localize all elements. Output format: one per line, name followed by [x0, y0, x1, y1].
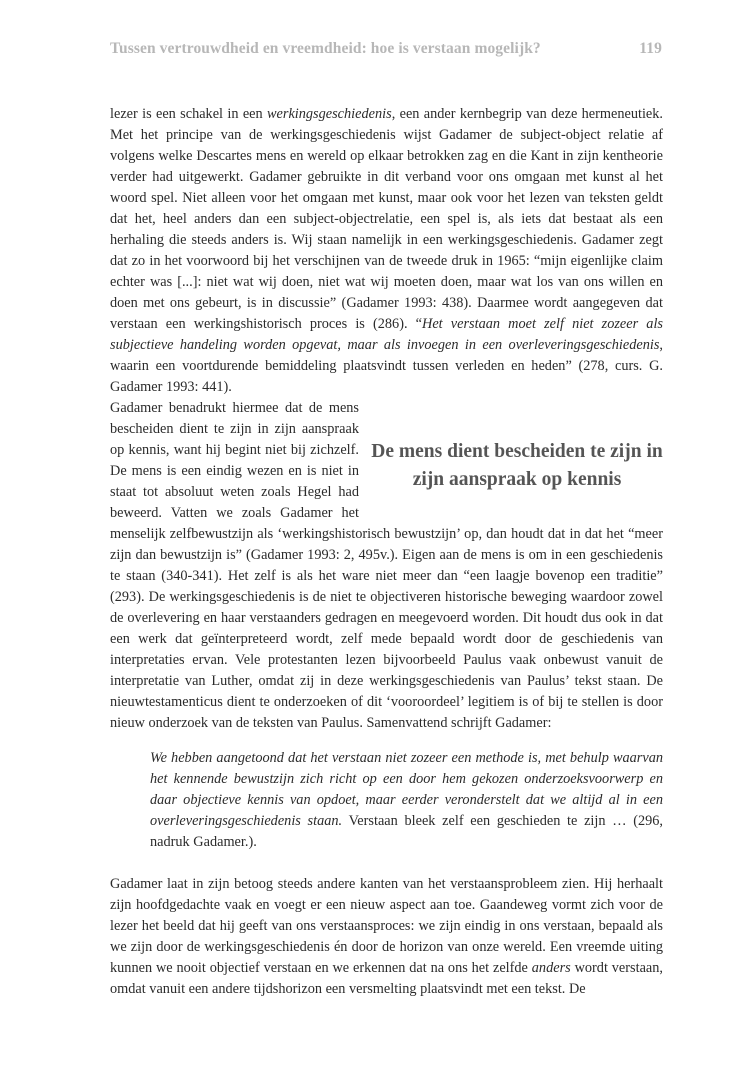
para3-text-b: wordt verstaan, omdat vanuit een andere tijdshorizon een versmelting plaatsvindt met een tekst. De — [110, 960, 663, 997]
page-number: 119 — [639, 40, 662, 57]
paragraph-2: Gadamer benadrukt hiermee dat de mens bescheiden dient te zijn in zijn aanspraak op kennis, want hij begint niet bij zichzelf. De mens is een eindig wezen en is niet in staat tot absoluut weten zoals Hegel had beweerd. Vatten we zoals Gadamer het menselijk zelfbewustzijn als ‘werkingshistorisch bewustzijn’ op, dan houdt dat in dat het “meer zijn dan bewustzijn is” (Gadamer 1993: 2, 495v.). Eigen aan de mens is om in een geschiedenis te staan (340-341). Het zelf is als het ware niet meer dan “een laagje bovenop een traditie” (293). De werkingsgeschiedenis is de niet te objectiveren historische beweging waardoor zowel de overlevering en haar verstaanders gedragen en meegevoerd worden. Dit houdt dus ook in dat een werk dat geïnterpreteerd wordt, zelf mede bepaald wordt door de geschiedenis van interpretaties ervan. Vele protestanten lezen bijvoorbeeld Paulus vaak onbewust vanuit de interpretatie van Luther, omdat zij in deze werkingsgeschiedenis van Paulus’ tekst staan. De nieuwtestamenticus dient te onderzoeken of dit ‘vooroordeel’ legitiem is of bij te stellen is door nieuw onderzoek van de teksten van Paulus. Samenvattend schrijft Gadamer: — [110, 400, 663, 731]
block-quote-roman: Verstaan bleek zelf een geschieden te zijn … (296, nadruk Gadamer.). — [150, 813, 663, 850]
para1-italic-b: Het verstaan moet zelf niet zozeer als subjectieve handeling worden opgevat, maar als invoegen in een overleveringsgeschiedenis — [110, 316, 663, 353]
running-header — [110, 40, 662, 62]
paragraph-1 — [110, 104, 663, 398]
para1-text-a: lezer is een schakel in een — [110, 106, 267, 122]
para1-text-c: , waarin een voortdurende bemiddeling plaatsvindt tussen verleden en heden” (278, curs. G. Gadamer 1993: 441). — [110, 337, 663, 395]
block-quote — [150, 748, 663, 853]
page-body — [110, 104, 663, 1000]
pull-quote: De mens dient bescheiden te zijn in zijn aanspraak op kennis — [371, 441, 663, 490]
para3-italic: anders — [531, 960, 571, 976]
running-title: Tussen vertrouwdheid en vreemdheid: hoe is verstaan mogelijk? — [110, 40, 541, 57]
para1-italic-a: werkingsgeschiedenis — [267, 106, 392, 122]
block-quote-italic: We hebben aangetoond dat het verstaan niet zozeer een methode is, met behulp waarvan het kennende bewustzijn zich richt op een door hem gekozen onderzoeksvoorwerp en daar objectieve kennis van opdoet, maar eerder veronderstelt dat we altijd al in een overleveringsgeschiedenis staan. — [150, 750, 663, 829]
para3-text-a: Gadamer laat in zijn betoog steeds andere kanten van het verstaansprobleem zien. Hij herhaalt zijn hoofdgedachte vaak en voegt er een nieuw aspect aan toe. Gaandeweg vormt zich voor de lezer het beeld dat hij geeft van ons verstaansproces: we zijn eindig in ons verstaan, bepaald als we zijn door de werkingsgeschiedenis én door de horizon van onze wereld. Een vreemde uiting kunnen we nooit objectief verstaan en we erkennen dat na ons het zelfde — [110, 876, 663, 976]
paragraph-3 — [110, 874, 663, 1000]
para1-text-b: , een ander kernbegrip van deze hermeneutiek. Met het principe van de werkingsgeschiedenis wijst Gadamer de subject-object relatie af volgens welke Descartes mens en wereld op elkaar betrokken zag en die Kant in zijn kentheorie verder had uitgewerkt. Gadamer gebruikte in dit verband voor ons omgaan met kunst al het woord spel. Niet alleen voor het omgaan met kunst, maar ook voor het lezen van teksten geldt dat het, heel anders dan een subject-objectrelatie, een spel is, als iets dat bestaat als een herhaling die steeds anders is. Wij staan namelijk in een werkingsgeschiedenis. Gadamer zegt dat zo in het voorwoord bij het verschijnen van de tweede druk in 1965: “mijn eigenlijke claim echter was [...]: niet wat wij doen, niet wat wij moeten doen, maar wat los van ons willen en doen met ons gebeurt, is in discussie” (Gadamer 1993: 438). Daarmee wordt aangegeven dat verstaan een werkingshistorisch proces is (286). “ — [110, 106, 663, 332]
